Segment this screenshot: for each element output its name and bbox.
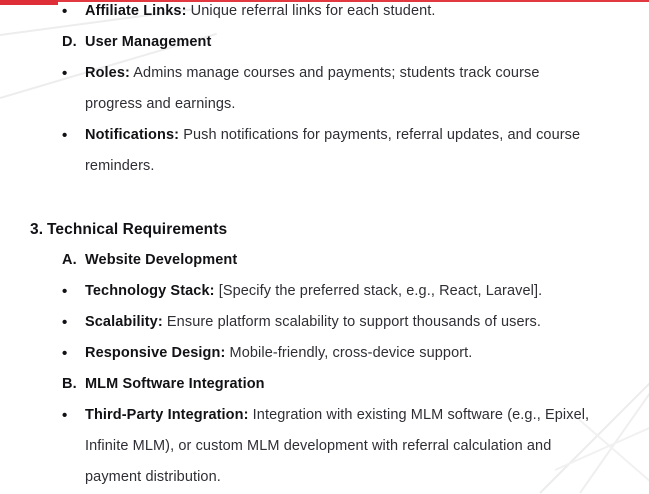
- subsection-title: MLM Software Integration: [85, 376, 265, 392]
- bullet-icon: •: [62, 283, 68, 300]
- item-text: payment distribution.: [85, 469, 221, 485]
- item-term: Notifications:: [85, 127, 180, 143]
- item-text: Ensure platform scalability to support thousands of users.: [166, 314, 542, 330]
- section-number: 3.: [30, 221, 44, 238]
- subsection-letter: D.: [62, 34, 77, 50]
- section-title: Technical Requirements: [47, 221, 228, 238]
- subsection-heading: [0, 369, 649, 400]
- subsection-heading: [0, 27, 649, 58]
- item-text: Push notifications for payments, referral updates, and course: [183, 127, 581, 143]
- item-text: progress and earnings.: [85, 96, 236, 112]
- item-text: Unique referral links for each student.: [190, 3, 436, 19]
- bullet-icon: •: [62, 407, 68, 424]
- item-text: [Specify the preferred stack, e.g., React, Laravel].: [218, 283, 543, 299]
- list-item-continuation: [0, 151, 649, 182]
- bullet-icon: •: [62, 127, 68, 144]
- item-term: Affiliate Links:: [85, 3, 187, 19]
- subsection-heading: [0, 245, 649, 276]
- item-term: Roles:: [85, 65, 130, 81]
- bullet-icon: •: [62, 3, 68, 20]
- item-term: Responsive Design:: [85, 345, 226, 361]
- list-item: [0, 276, 649, 307]
- subsection-title: Website Development: [85, 252, 238, 268]
- section-gap: [0, 182, 649, 214]
- item-text: reminders.: [85, 158, 155, 174]
- list-item-continuation: [0, 89, 649, 120]
- item-term: Technology Stack:: [85, 283, 215, 299]
- subsection-letter: B.: [62, 376, 77, 392]
- item-term: Third-Party Integration:: [85, 407, 249, 423]
- subsection-letter: A.: [62, 252, 77, 268]
- list-item-continuation: [0, 431, 649, 462]
- list-item: [0, 58, 649, 89]
- list-item: [0, 307, 649, 338]
- item-term: Scalability:: [85, 314, 163, 330]
- subsection-title: User Management: [85, 34, 212, 50]
- item-text: Infinite MLM), or custom MLM development with referral calculation and: [85, 438, 552, 454]
- list-item: [0, 338, 649, 369]
- item-text: Integration with existing MLM software (e.g., Epixel,: [252, 407, 590, 423]
- item-text: Mobile-friendly, cross-device support.: [229, 345, 473, 361]
- bullet-icon: •: [62, 314, 68, 331]
- bullet-icon: •: [62, 65, 68, 82]
- item-text: Admins manage courses and payments; students track course: [133, 65, 540, 81]
- list-item: [0, 0, 649, 27]
- bullet-icon: •: [62, 345, 68, 362]
- list-item-continuation: [0, 462, 649, 493]
- section-heading: [0, 214, 649, 245]
- list-item: [0, 400, 649, 431]
- list-item: [0, 120, 649, 151]
